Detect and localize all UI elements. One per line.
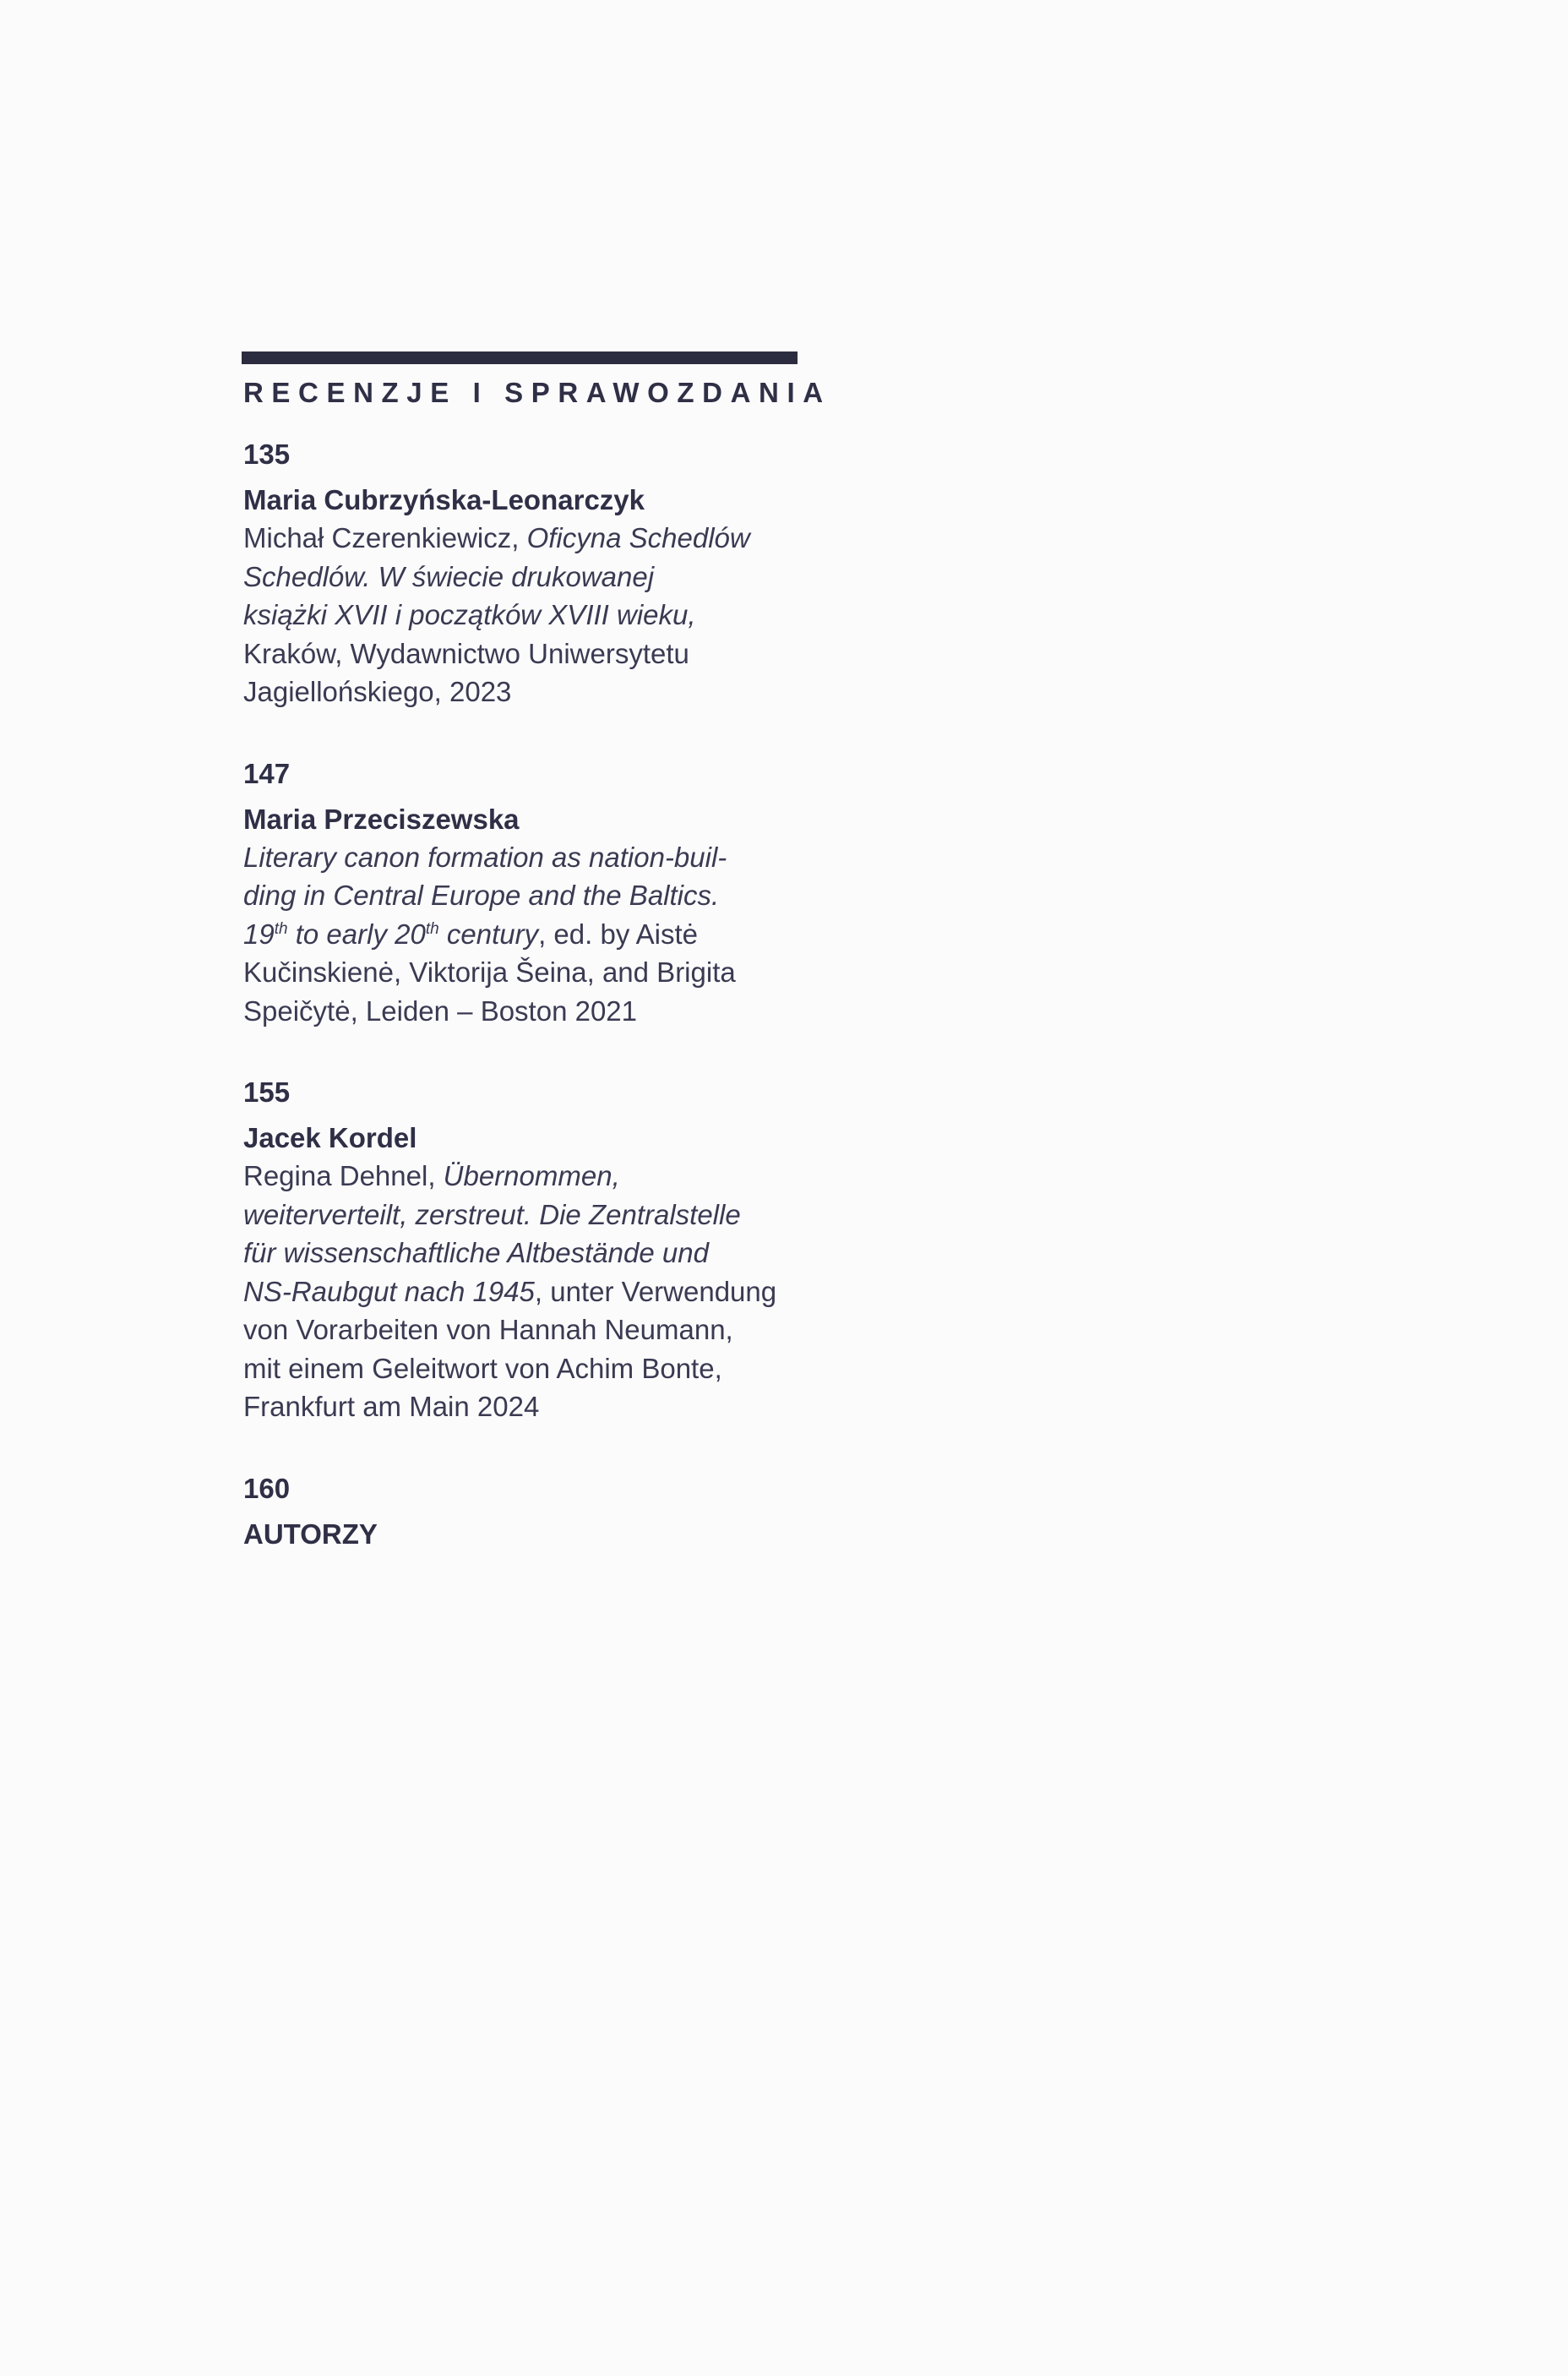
title-segment: NS-Raubgut nach 1945 [243, 1275, 535, 1307]
toc-entry [243, 1074, 818, 1426]
author-name: Jacek Kordel [243, 1122, 417, 1153]
description-line [243, 1272, 818, 1311]
entry-description [243, 838, 818, 1031]
page-number: 135 [243, 439, 291, 470]
page-number: 155 [243, 1076, 291, 1108]
description-line: weiterverteilt, zerstreut. Die Zentralstelle [243, 1198, 741, 1230]
description-line: Kučinskienė, Viktorija Šeina, and Brigita [243, 956, 736, 988]
title-segment: 19 [243, 918, 275, 950]
description-line: für wissenschaftliche Altbestände und [243, 1237, 709, 1268]
description-line [243, 519, 818, 558]
description-line: Kraków, Wydawnictwo Uniwersytetu [243, 637, 689, 669]
page-number: 147 [243, 757, 291, 789]
text-segment: , unter Verwendung [534, 1275, 777, 1307]
page-number: 160 [243, 1472, 291, 1504]
toc-entry [243, 436, 818, 711]
section-rule [242, 351, 798, 364]
author-name: Maria Przeciszewska [243, 803, 520, 835]
toc-entry [243, 755, 818, 1031]
description-line: Frankfurt am Main 2024 [243, 1391, 540, 1422]
toc-entry-authors [243, 1470, 818, 1553]
description-line: mit einem Geleitwort von Achim Bonte, [243, 1352, 722, 1384]
section-heading: RECENZJE I SPRAWOZDANIA [243, 377, 831, 408]
text-segment: Michał Czerenkiewicz, [243, 522, 527, 553]
superscript: th [425, 919, 439, 938]
description-line [243, 1157, 818, 1196]
table-of-contents [243, 436, 818, 1597]
authors-label: AUTORZY [243, 1518, 378, 1550]
title-segment: Oficyna Schedlów [526, 522, 750, 553]
text-segment: Regina Dehnel, [243, 1160, 444, 1191]
description-line [243, 915, 818, 954]
superscript: th [274, 919, 288, 938]
description-line: książki XVII i początków XVIII wieku, [243, 599, 696, 630]
description-line: ding in Central Europe and the Baltics. [243, 880, 720, 911]
text-segment: , ed. by Aistė [538, 918, 699, 950]
description-line: von Vorarbeiten von Hannah Neumann, [243, 1314, 733, 1345]
entry-description [243, 1157, 818, 1426]
description-line: Jagiellońskiego, 2023 [243, 676, 512, 707]
title-segment: to early 20 [287, 918, 426, 950]
title-segment: Übernommen, [443, 1160, 620, 1191]
description-line: Literary canon formation as nation-buil- [243, 841, 727, 873]
title-segment: century [438, 918, 539, 950]
description-line: Speičytė, Leiden – Boston 2021 [243, 995, 638, 1027]
author-name: Maria Cubrzyńska-Leonarczyk [243, 484, 645, 515]
entry-description [243, 519, 818, 711]
description-line: Schedlów. W świecie drukowanej [243, 560, 655, 592]
